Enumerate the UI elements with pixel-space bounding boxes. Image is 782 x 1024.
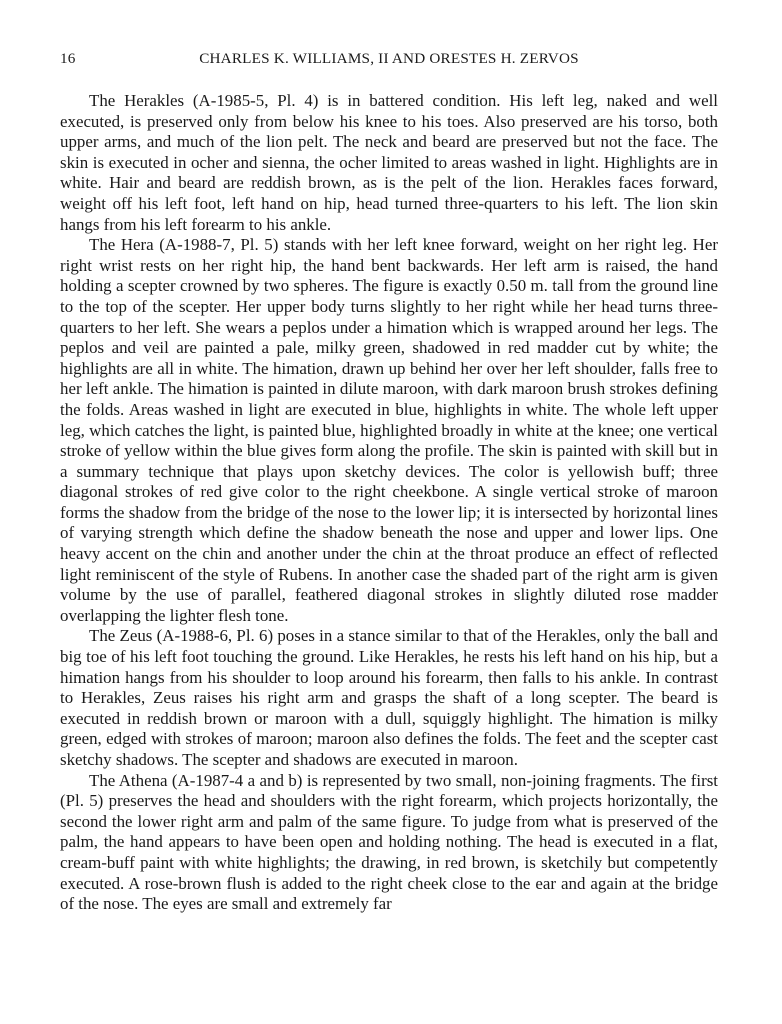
paragraph-athena: The Athena (A-1987-4 a and b) is represented by two small, non-joining fragments. The first (Pl. 5) preserves the head and shoulders with the right forearm, which projects horizontally, the second the lower right arm and palm of the same figure. To judge from what is preserved of the palm, the hand appears to have been open and holding nothing. The head is executed in a flat, cream-buff paint with white highlights; the drawing, in red brown, is sketchily but competently executed. A rose-brown flush is added to the right cheek close to the ear and again at the bridge of the nose. The eyes are small and extremely far [60,770,718,914]
page-number: 16 [60,50,76,67]
body-text [60,91,718,915]
paragraph-herakles: The Herakles (A-1985-5, Pl. 4) is in battered condition. His left leg, naked and well executed, is preserved only from below his knee to his toes. Also preserved are his torso, both upper arms, and much of the lion pelt. The neck and beard are preserved but not the face. The skin is executed in ocher and sienna, the ocher limited to areas washed in light. Highlights are in white. Hair and beard are reddish brown, as is the pelt of the lion. Herakles faces forward, weight off his left foot, left hand on hip, head turned three-quarters to his left. The lion skin hangs from his left forearm to his ankle. [60,91,718,234]
running-header-authors: CHARLES K. WILLIAMS, II AND ORESTES H. ZERVOS [199,50,579,67]
paragraph-hera: The Hera (A-1988-7, Pl. 5) stands with her left knee forward, weight on her right leg. Her right wrist rests on her right hip, the hand bent backwards. Her left arm is raised, the hand holding a scepter crowned by two spheres. The figure is exactly 0.50 m. tall from the ground line to the top of the scepter. Her upper body turns slightly to her right while her head turns three-quarters to her left. She wears a peplos under a himation which is wrapped around her legs. The peplos and veil are painted a pale, milky green, shadowed in red madder cut by white; the highlights are all in white. The himation, drawn up behind her over her left shoulder, falls free to her left ankle. The himation is painted in dilute maroon, with dark maroon brush strokes defining the folds. Areas washed in light are executed in blue, highlights in white. The whole left upper leg, which catches the light, is painted blue, highlighted broadly in white at the knee; one vertical stroke of yellow within the blue gives form along the profile. The skin is painted with skill but in a summary technique that plays upon sketchy devices. The color is yellowish buff; three diagonal strokes of red give color to the right cheekbone. A single vertical stroke of maroon forms the shadow from the bridge of the nose to the lower lip; it is intersected by horizontal lines of varying strength which define the shadow beneath the nose and upper and lower lips. One heavy accent on the chin and another under the chin at the throat produce an effect of reflected light reminiscent of the style of Rubens. In another case the shaded part of the right arm is given volume by the use of parallel, feathered diagonal strokes in slightly diluted rose madder overlapping the lighter flesh tone. [60,235,718,625]
paragraph-zeus: The Zeus (A-1988-6, Pl. 6) poses in a stance similar to that of the Herakles, only the ball and big toe of his left foot touching the ground. Like Herakles, he rests his left hand on his hip, but a himation hangs from his shoulder to loop around his forearm, then falls to his ankle. In contrast to Herakles, Zeus raises his right arm and grasps the shaft of a long scepter. The beard is executed in reddish brown or maroon with a dull, squiggly highlight. The himation is milky green, edged with strokes of maroon; maroon also defines the folds. The feet and the scepter cast sketchy shadows. The scepter and shadows are executed in maroon. [60,626,718,769]
document-page [60,50,718,915]
running-header [60,50,718,72]
